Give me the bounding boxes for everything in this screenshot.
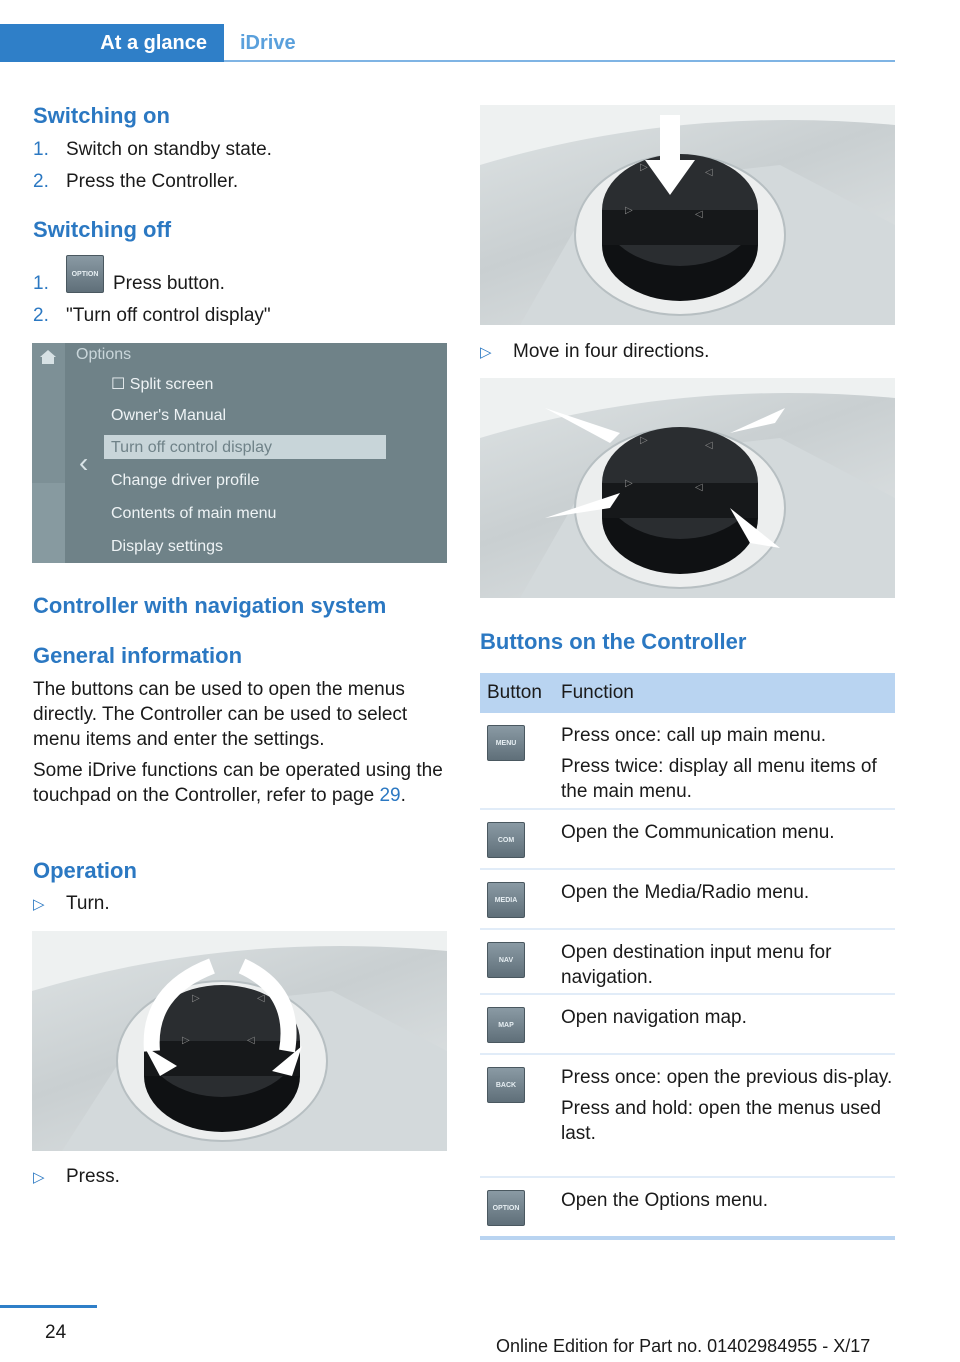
table-row [480, 870, 895, 930]
function-text: Press twice: display all menu items of the main menu. [561, 756, 877, 802]
step-1 [33, 139, 433, 163]
home-icon [39, 349, 57, 365]
table-row [480, 1178, 895, 1236]
function-text: Press and hold: open the menus used last. [561, 1098, 882, 1144]
controller-press-image [480, 105, 895, 325]
step-text: Press button. [113, 273, 225, 294]
menu-item: ☐ Split screen [111, 376, 214, 393]
media-button-icon: MEDIA [487, 882, 525, 918]
function-text: Open the Media/Radio menu. [561, 882, 810, 903]
paragraph-text: Some iDrive functions can be operated using the touchpad on the Controller, refer to page [33, 760, 443, 806]
step-1 [33, 255, 433, 295]
controller-press-illustration [480, 105, 895, 325]
svg-text:◁: ◁ [705, 167, 713, 178]
menu-item: Owner's Manual [111, 407, 227, 424]
menu-item-selected: Turn off control display [111, 439, 272, 456]
bullet-move [480, 341, 880, 365]
heading-buttons-on-controller: Buttons on the Controller [480, 629, 747, 654]
heading-general-information: General information [33, 643, 243, 668]
function-text: Open the Communication menu. [561, 822, 835, 843]
triangle-bullet-icon: ▷ [480, 344, 492, 361]
heading-controller-nav: Controller with navigation system [33, 593, 387, 618]
function-cell [561, 1178, 895, 1213]
controller-turn-image [32, 931, 447, 1151]
header-divider [224, 60, 895, 62]
function-cell [561, 930, 895, 990]
table-row [480, 995, 895, 1055]
menu-item: Display settings [111, 538, 224, 555]
screen-title: Options [76, 346, 132, 363]
table-row [480, 713, 895, 810]
com-button-icon: COM [487, 822, 525, 858]
step-number: 2. [33, 171, 49, 192]
table-row [480, 930, 895, 995]
menu-button-icon: MENU [487, 725, 525, 761]
svg-text:◁: ◁ [695, 209, 703, 220]
column-header-function: Function [561, 682, 634, 703]
edition-note: Online Edition for Part no. 01402984955 - X/17 [496, 1336, 871, 1356]
controller-move-image [480, 378, 895, 598]
table-row [480, 1055, 895, 1178]
function-text: Open the Options menu. [561, 1190, 769, 1211]
svg-text:▷: ▷ [192, 993, 200, 1004]
controller-turn-illustration [32, 931, 447, 1151]
svg-text:◁: ◁ [695, 482, 703, 493]
step-2 [33, 171, 433, 195]
map-button-icon: MAP [487, 1007, 525, 1043]
bullet-text: Turn. [66, 893, 110, 914]
options-menu-screenshot [32, 343, 447, 563]
section-tab-idrive[interactable]: iDrive [240, 31, 296, 54]
svg-text:▷: ▷ [625, 205, 633, 216]
page-number: 24 [45, 1322, 67, 1343]
step-text: "Turn off control display" [66, 305, 271, 326]
triangle-bullet-icon: ▷ [33, 1169, 45, 1186]
svg-text:▷: ▷ [640, 162, 648, 173]
step-text: Press the Controller. [66, 171, 239, 192]
step-number: 2. [33, 305, 49, 326]
menu-item: Change driver profile [111, 472, 260, 489]
bullet-press [33, 1166, 433, 1190]
section-tab-at-a-glance[interactable]: At a glance [0, 24, 224, 62]
table-bottom-border [480, 1236, 895, 1240]
function-text: Press once: call up main menu. [561, 725, 827, 746]
svg-text:◁: ◁ [247, 1035, 255, 1046]
function-cell [561, 810, 895, 845]
option-button-icon: OPTION [487, 1190, 525, 1226]
buttons-table [480, 673, 895, 1240]
step-text: Switch on standby state. [66, 139, 272, 160]
paragraph-general: The buttons can be used to open the menus directly. The Controller can be used to select menu items and enter the settings. [33, 679, 408, 750]
function-text: Open navigation map. [561, 1007, 747, 1028]
chevron-left-icon: ‹ [79, 447, 89, 478]
paragraph-touchpad [33, 758, 443, 808]
function-cell [561, 1055, 895, 1146]
svg-text:◁: ◁ [257, 993, 265, 1004]
svg-text:▷: ▷ [182, 1035, 190, 1046]
heading-switching-off: Switching off [33, 217, 172, 242]
page-header [0, 0, 895, 62]
svg-text:▷: ▷ [640, 435, 648, 446]
column-header-button: Button [487, 682, 542, 703]
option-button-icon: OPTION [66, 255, 104, 293]
back-button-icon: BACK [487, 1067, 525, 1103]
table-header [480, 673, 895, 713]
paragraph-end: . [400, 785, 406, 806]
function-cell [561, 870, 895, 905]
svg-text:◁: ◁ [705, 440, 713, 451]
menu-item: Contents of main menu [111, 505, 277, 522]
bullet-text: Move in four directions. [513, 341, 710, 362]
page-link[interactable]: 29 [379, 785, 401, 806]
function-cell [561, 995, 895, 1030]
svg-text:▷: ▷ [625, 478, 633, 489]
nav-button-icon: NAV [487, 942, 525, 978]
table-row [480, 810, 895, 870]
heading-switching-on: Switching on [33, 103, 170, 128]
controller-move-illustration [480, 378, 895, 598]
bullet-text: Press. [66, 1166, 120, 1187]
footer-accent-line [0, 1305, 97, 1308]
step-number: 1. [33, 139, 49, 160]
heading-operation: Operation [33, 858, 137, 883]
screen-sidebar-lower [32, 483, 65, 563]
function-text: Press once: open the previous dis-play. [561, 1067, 893, 1088]
step-2 [33, 305, 433, 329]
bullet-turn [33, 893, 433, 917]
function-text: Open destination input menu for navigation. [561, 942, 832, 988]
step-number: 1. [33, 273, 49, 294]
triangle-bullet-icon: ▷ [33, 896, 45, 913]
function-cell [561, 713, 895, 804]
